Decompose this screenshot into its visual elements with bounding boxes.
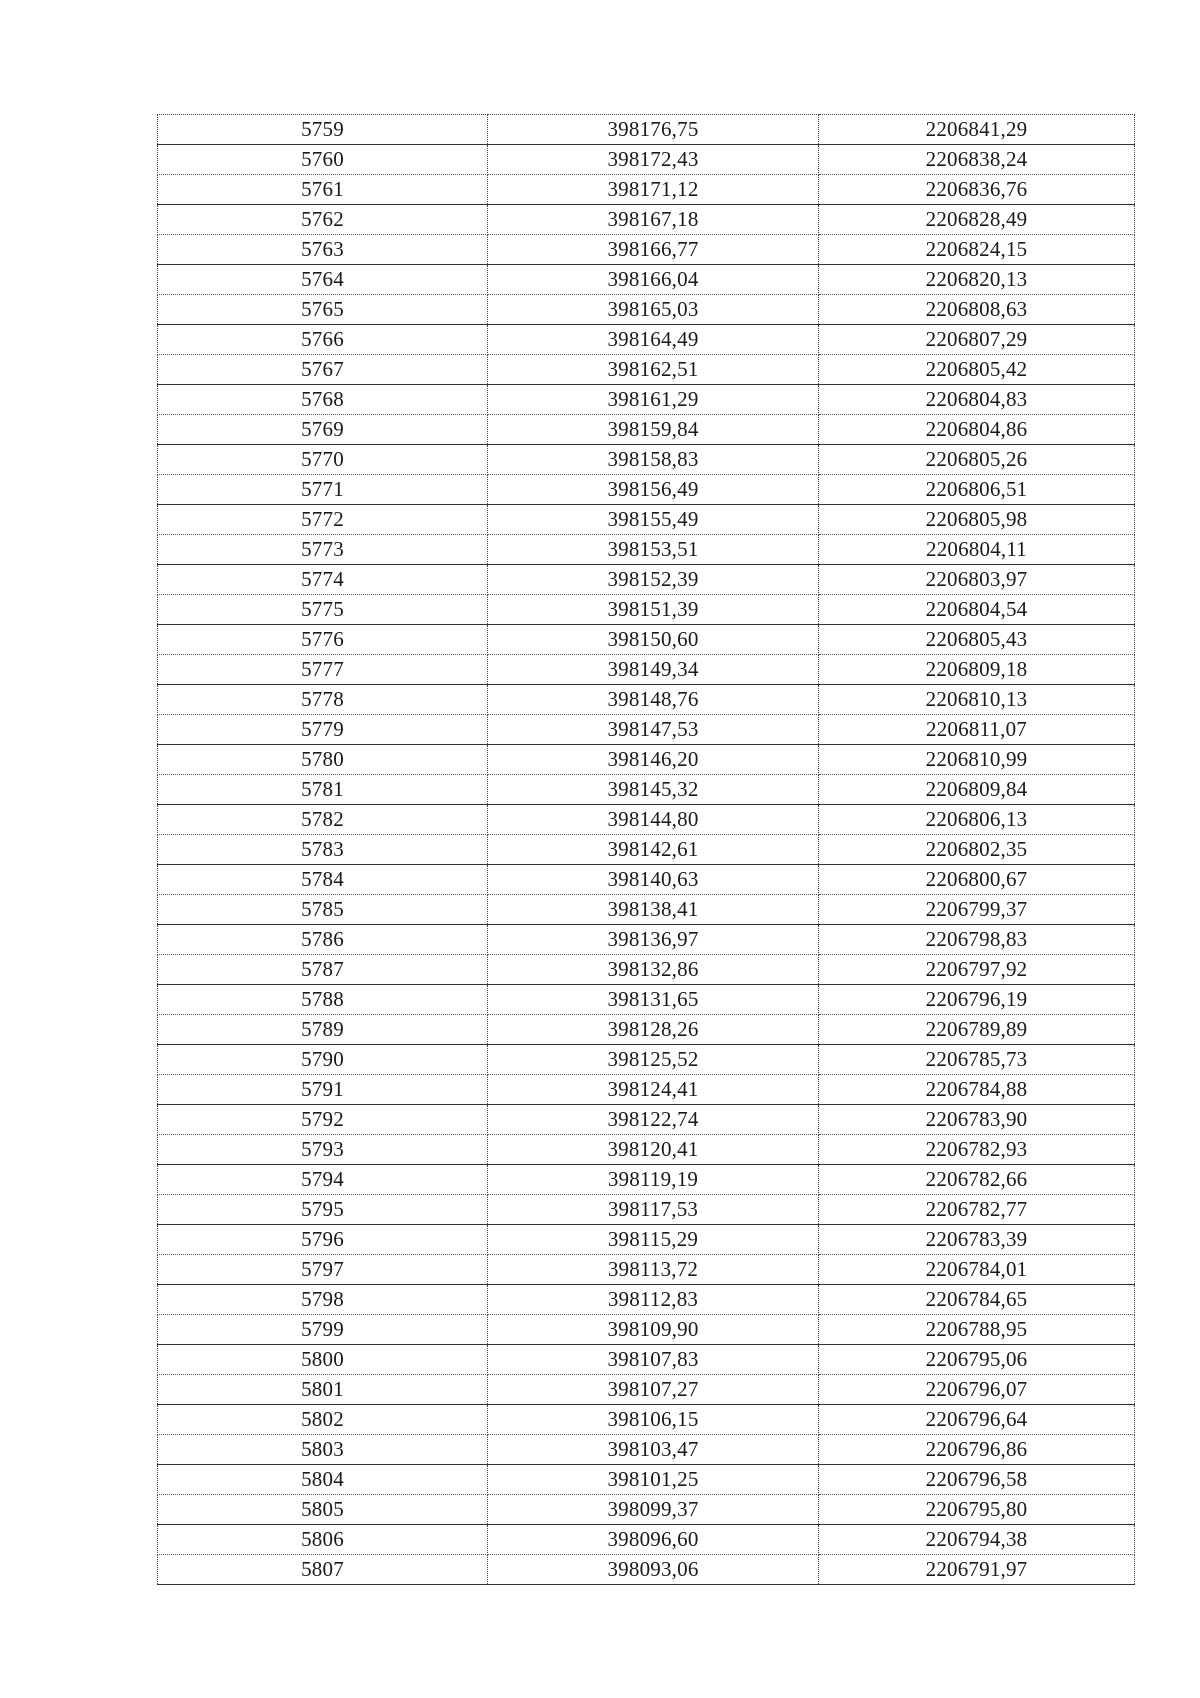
point-number-cell: 5797 [158,1255,488,1285]
point-number-cell: 5772 [158,505,488,535]
point-number-cell: 5784 [158,865,488,895]
x-coordinate-cell: 398165,03 [488,295,819,325]
point-number-cell: 5765 [158,295,488,325]
point-number-cell: 5793 [158,1135,488,1165]
table-row [158,655,1135,685]
x-coordinate-cell: 398128,26 [488,1015,819,1045]
x-coordinate-cell: 398107,83 [488,1345,819,1375]
table-row [158,895,1135,925]
x-coordinate-cell: 398166,77 [488,235,819,265]
y-coordinate-cell: 2206798,83 [819,925,1135,955]
table-row [158,535,1135,565]
x-coordinate-cell: 398151,39 [488,595,819,625]
point-number-cell: 5795 [158,1195,488,1225]
y-coordinate-cell: 2206800,67 [819,865,1135,895]
table-row [158,625,1135,655]
y-coordinate-cell: 2206806,51 [819,475,1135,505]
point-number-cell: 5766 [158,325,488,355]
table-row [158,205,1135,235]
y-coordinate-cell: 2206796,64 [819,1405,1135,1435]
point-number-cell: 5791 [158,1075,488,1105]
table-row [158,1165,1135,1195]
point-number-cell: 5771 [158,475,488,505]
x-coordinate-cell: 398112,83 [488,1285,819,1315]
y-coordinate-cell: 2206784,88 [819,1075,1135,1105]
table-row [158,325,1135,355]
x-coordinate-cell: 398142,61 [488,835,819,865]
y-coordinate-cell: 2206799,37 [819,895,1135,925]
point-number-cell: 5779 [158,715,488,745]
y-coordinate-cell: 2206810,99 [819,745,1135,775]
point-number-cell: 5801 [158,1375,488,1405]
x-coordinate-cell: 398161,29 [488,385,819,415]
table-row [158,505,1135,535]
table-row [158,1315,1135,1345]
x-coordinate-cell: 398107,27 [488,1375,819,1405]
point-number-cell: 5777 [158,655,488,685]
point-number-cell: 5786 [158,925,488,955]
point-number-cell: 5775 [158,595,488,625]
point-number-cell: 5794 [158,1165,488,1195]
table-row [158,475,1135,505]
table-row [158,265,1135,295]
x-coordinate-cell: 398146,20 [488,745,819,775]
x-coordinate-cell: 398145,32 [488,775,819,805]
x-coordinate-cell: 398101,25 [488,1465,819,1495]
x-coordinate-cell: 398132,86 [488,955,819,985]
x-coordinate-cell: 398149,34 [488,655,819,685]
point-number-cell: 5799 [158,1315,488,1345]
point-number-cell: 5780 [158,745,488,775]
x-coordinate-cell: 398158,83 [488,445,819,475]
x-coordinate-cell: 398136,97 [488,925,819,955]
point-number-cell: 5773 [158,535,488,565]
table-row [158,385,1135,415]
y-coordinate-cell: 2206810,13 [819,685,1135,715]
y-coordinate-cell: 2206804,11 [819,535,1135,565]
point-number-cell: 5789 [158,1015,488,1045]
table-row [158,1375,1135,1405]
table-row [158,115,1135,145]
x-coordinate-cell: 398106,15 [488,1405,819,1435]
point-number-cell: 5802 [158,1405,488,1435]
table-row [158,565,1135,595]
x-coordinate-cell: 398093,06 [488,1555,819,1585]
x-coordinate-cell: 398122,74 [488,1105,819,1135]
table-row [158,985,1135,1015]
table-row [158,805,1135,835]
y-coordinate-cell: 2206784,01 [819,1255,1135,1285]
x-coordinate-cell: 398115,29 [488,1225,819,1255]
y-coordinate-cell: 2206788,95 [819,1315,1135,1345]
y-coordinate-cell: 2206805,42 [819,355,1135,385]
point-number-cell: 5762 [158,205,488,235]
y-coordinate-cell: 2206795,06 [819,1345,1135,1375]
table-row [158,1105,1135,1135]
x-coordinate-cell: 398166,04 [488,265,819,295]
y-coordinate-cell: 2206802,35 [819,835,1135,865]
x-coordinate-cell: 398099,37 [488,1495,819,1525]
point-number-cell: 5788 [158,985,488,1015]
x-coordinate-cell: 398113,72 [488,1255,819,1285]
x-coordinate-cell: 398144,80 [488,805,819,835]
x-coordinate-cell: 398164,49 [488,325,819,355]
point-number-cell: 5770 [158,445,488,475]
y-coordinate-cell: 2206794,38 [819,1525,1135,1555]
y-coordinate-cell: 2206796,86 [819,1435,1135,1465]
y-coordinate-cell: 2206797,92 [819,955,1135,985]
table-row [158,1465,1135,1495]
point-number-cell: 5800 [158,1345,488,1375]
y-coordinate-cell: 2206805,26 [819,445,1135,475]
point-number-cell: 5767 [158,355,488,385]
point-number-cell: 5807 [158,1555,488,1585]
point-number-cell: 5760 [158,145,488,175]
y-coordinate-cell: 2206820,13 [819,265,1135,295]
x-coordinate-cell: 398120,41 [488,1135,819,1165]
y-coordinate-cell: 2206803,97 [819,565,1135,595]
point-number-cell: 5769 [158,415,488,445]
point-number-cell: 5776 [158,625,488,655]
coordinate-table-body [158,115,1135,1585]
x-coordinate-cell: 398153,51 [488,535,819,565]
table-row [158,955,1135,985]
point-number-cell: 5785 [158,895,488,925]
point-number-cell: 5782 [158,805,488,835]
table-row [158,1405,1135,1435]
y-coordinate-cell: 2206804,86 [819,415,1135,445]
table-row [158,1285,1135,1315]
table-row [158,1555,1135,1585]
x-coordinate-cell: 398155,49 [488,505,819,535]
y-coordinate-cell: 2206807,29 [819,325,1135,355]
x-coordinate-cell: 398152,39 [488,565,819,595]
y-coordinate-cell: 2206841,29 [819,115,1135,145]
table-row [158,1255,1135,1285]
x-coordinate-cell: 398156,49 [488,475,819,505]
point-number-cell: 5764 [158,265,488,295]
table-row [158,1435,1135,1465]
table-row [158,175,1135,205]
table-row [158,1345,1135,1375]
x-coordinate-cell: 398148,76 [488,685,819,715]
table-row [158,1195,1135,1225]
point-number-cell: 5759 [158,115,488,145]
y-coordinate-cell: 2206796,58 [819,1465,1135,1495]
y-coordinate-cell: 2206838,24 [819,145,1135,175]
point-number-cell: 5792 [158,1105,488,1135]
x-coordinate-cell: 398124,41 [488,1075,819,1105]
point-number-cell: 5798 [158,1285,488,1315]
y-coordinate-cell: 2206809,18 [819,655,1135,685]
coordinate-table [157,114,1135,1585]
y-coordinate-cell: 2206783,90 [819,1105,1135,1135]
y-coordinate-cell: 2206828,49 [819,205,1135,235]
table-row [158,865,1135,895]
y-coordinate-cell: 2206795,80 [819,1495,1135,1525]
x-coordinate-cell: 398140,63 [488,865,819,895]
y-coordinate-cell: 2206782,66 [819,1165,1135,1195]
x-coordinate-cell: 398176,75 [488,115,819,145]
point-number-cell: 5806 [158,1525,488,1555]
y-coordinate-cell: 2206785,73 [819,1045,1135,1075]
table-row [158,445,1135,475]
table-row [158,355,1135,385]
y-coordinate-cell: 2206805,43 [819,625,1135,655]
x-coordinate-cell: 398109,90 [488,1315,819,1345]
x-coordinate-cell: 398147,53 [488,715,819,745]
y-coordinate-cell: 2206796,19 [819,985,1135,1015]
y-coordinate-cell: 2206789,89 [819,1015,1135,1045]
x-coordinate-cell: 398150,60 [488,625,819,655]
y-coordinate-cell: 2206782,93 [819,1135,1135,1165]
point-number-cell: 5783 [158,835,488,865]
table-row [158,1075,1135,1105]
point-number-cell: 5796 [158,1225,488,1255]
point-number-cell: 5761 [158,175,488,205]
table-row [158,145,1135,175]
table-row [158,1495,1135,1525]
table-row [158,1015,1135,1045]
table-row [158,295,1135,325]
x-coordinate-cell: 398159,84 [488,415,819,445]
y-coordinate-cell: 2206783,39 [819,1225,1135,1255]
table-row [158,775,1135,805]
y-coordinate-cell: 2206784,65 [819,1285,1135,1315]
table-row [158,1045,1135,1075]
y-coordinate-cell: 2206836,76 [819,175,1135,205]
x-coordinate-cell: 398167,18 [488,205,819,235]
y-coordinate-cell: 2206782,77 [819,1195,1135,1225]
point-number-cell: 5790 [158,1045,488,1075]
point-number-cell: 5774 [158,565,488,595]
x-coordinate-cell: 398171,12 [488,175,819,205]
y-coordinate-cell: 2206806,13 [819,805,1135,835]
y-coordinate-cell: 2206808,63 [819,295,1135,325]
table-row [158,685,1135,715]
x-coordinate-cell: 398125,52 [488,1045,819,1075]
table-row [158,1525,1135,1555]
table-row [158,835,1135,865]
x-coordinate-cell: 398117,53 [488,1195,819,1225]
y-coordinate-cell: 2206824,15 [819,235,1135,265]
y-coordinate-cell: 2206796,07 [819,1375,1135,1405]
x-coordinate-cell: 398131,65 [488,985,819,1015]
x-coordinate-cell: 398138,41 [488,895,819,925]
table-row [158,415,1135,445]
y-coordinate-cell: 2206805,98 [819,505,1135,535]
table-row [158,715,1135,745]
x-coordinate-cell: 398119,19 [488,1165,819,1195]
point-number-cell: 5778 [158,685,488,715]
point-number-cell: 5805 [158,1495,488,1525]
table-row [158,1135,1135,1165]
point-number-cell: 5787 [158,955,488,985]
table-row [158,595,1135,625]
table-row [158,235,1135,265]
y-coordinate-cell: 2206809,84 [819,775,1135,805]
y-coordinate-cell: 2206804,83 [819,385,1135,415]
point-number-cell: 5763 [158,235,488,265]
x-coordinate-cell: 398162,51 [488,355,819,385]
point-number-cell: 5804 [158,1465,488,1495]
x-coordinate-cell: 398096,60 [488,1525,819,1555]
table-row [158,1225,1135,1255]
y-coordinate-cell: 2206811,07 [819,715,1135,745]
point-number-cell: 5768 [158,385,488,415]
point-number-cell: 5803 [158,1435,488,1465]
y-coordinate-cell: 2206791,97 [819,1555,1135,1585]
y-coordinate-cell: 2206804,54 [819,595,1135,625]
point-number-cell: 5781 [158,775,488,805]
table-row [158,925,1135,955]
x-coordinate-cell: 398103,47 [488,1435,819,1465]
table-row [158,745,1135,775]
x-coordinate-cell: 398172,43 [488,145,819,175]
